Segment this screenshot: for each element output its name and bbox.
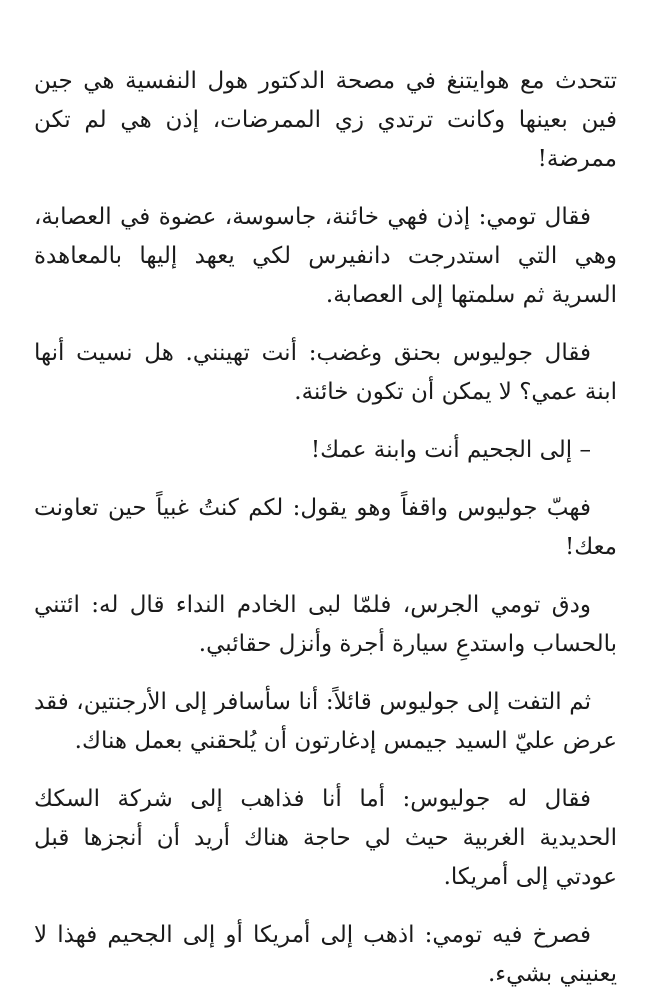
paragraph-3: فقال جوليوس بحنق وغضب: أنت تهينني. هل نسيت أنها ابنة عمي؟ لا يمكن أن تكون خائنة. [34, 340, 617, 405]
paragraph-5: فهبّ جوليوس واقفاً وهو يقول: لكم كنتُ غبياً حين تعاونت معك! [34, 495, 617, 560]
paragraph-6: ودق تومي الجرس، فلمّا لبى الخادم النداء قال له: ائتني بالحساب واستدعِ سيارة أجرة وأنزل حقائبي. [34, 592, 617, 657]
paragraph-4: – إلى الجحيم أنت وابنة عمك! [310, 437, 591, 463]
paragraph-7: ثم التفت إلى جوليوس قائلاً: أنا سأسافر إلى الأرجنتين، فقد عرض عليّ السيد جيمس إدغارتون أن يُلحقني بعمل هناك. [34, 689, 617, 754]
paragraph-1: تتحدث مع هوايتنغ في مصحة الدكتور هول النفسية هي جين فين بعينها وكانت ترتدي زي الممرضات، إذن هي لم تكن ممرضة! [34, 68, 617, 172]
paragraph-8: فقال له جوليوس: أما أنا فذاهب إلى شركة السكك الحديدية الغربية حيث لي حاجة هناك أريد أن أنجزها قبل عودتي إلى أمريكا. [34, 786, 617, 890]
paragraph-9: فصرخ فيه تومي: اذهب إلى أمريكا أو إلى الجحيم فهذا لا يعنيني بشيء. [34, 922, 617, 987]
paragraph-2: فقال تومي: إذن فهي خائنة، جاسوسة، عضوة في العصابة، وهي التي استدرجت دانفيرس لكي يعهد إليها بالمعاهدة السرية ثم سلمتها إلى العصابة. [34, 204, 617, 308]
